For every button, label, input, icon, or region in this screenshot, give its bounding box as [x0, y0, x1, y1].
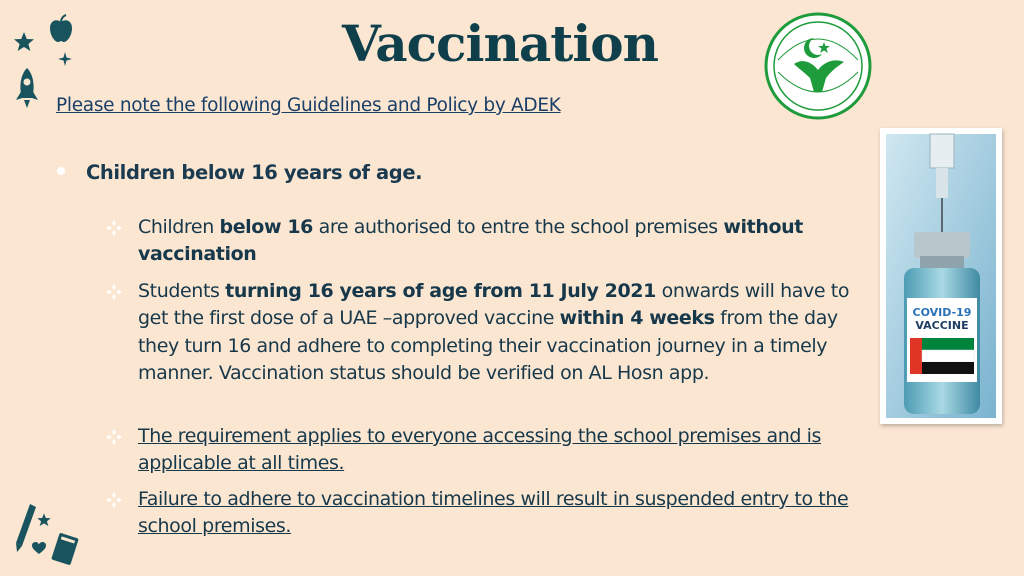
flag-green-band	[922, 338, 974, 350]
heart-icon	[32, 542, 46, 555]
list-item-below-16: Children below 16 are authorised to entre the school premises without vaccination	[138, 216, 803, 266]
star-small-icon	[36, 512, 52, 528]
book-icon	[48, 530, 82, 568]
list-item-requirement: The requirement applies to everyone accessing the school premises and is applicable at all times.	[138, 425, 822, 475]
page-title: Vaccination	[341, 14, 659, 73]
diamond-bullet-icon	[105, 219, 123, 237]
vaccine-label-line2: VACCINE	[915, 319, 969, 332]
school-logo	[764, 12, 872, 120]
vaccine-image	[880, 128, 1002, 424]
vaccine-label-line1: COVID-19	[912, 306, 972, 319]
diamond-bullet-icon	[105, 428, 123, 446]
flag-white-band	[922, 350, 974, 362]
subtitle-link[interactable]: Please note the following Guidelines and Policy by ADEK	[56, 95, 561, 116]
list-item-failure: Failure to adhere to vaccination timelines will result in suspended entry to the school premises.	[138, 488, 849, 538]
bullet-dot	[57, 167, 65, 175]
list-item-turning-16: Students turning 16 years of age from 11 July 2021 onwards will have to get the first dose of a UAE –approved vaccine within 4 weeks from the day they turn 16 and adhere to completing their vaccination journey in a timely manner. Vaccination status should be verified on AL Hosn app.	[138, 280, 850, 384]
diamond-bullet-icon	[105, 283, 123, 301]
diamond-bullet-icon	[105, 491, 123, 509]
flag-red-band	[910, 338, 922, 374]
flag-black-band	[922, 362, 974, 374]
section-heading: Children below 16 years of age.	[86, 161, 423, 184]
